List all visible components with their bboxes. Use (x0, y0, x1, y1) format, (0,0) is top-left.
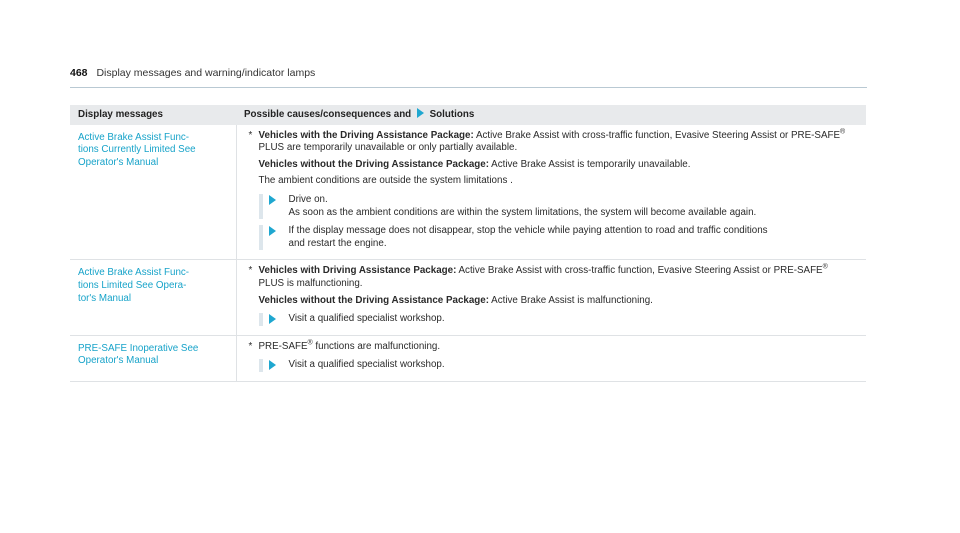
column-header-causes: Possible causes/consequences and (244, 109, 412, 120)
cause-ambient: The ambient conditions are outside the system limitations . (258, 175, 513, 187)
cause-pre-safe (249, 341, 857, 354)
solution-step (259, 359, 857, 372)
causes-solutions-cell (236, 125, 866, 260)
solution-text: Visit a qualified specialist workshop. (288, 359, 445, 371)
solution-step (259, 225, 857, 250)
table-header-row (70, 105, 866, 125)
solution-text: and restart the engine. (288, 237, 387, 249)
solution-text: As soon as the ambient conditions are within the system limitations, the system will become available again. (288, 206, 757, 218)
cause-text: Active Brake Assist is temporarily unavailable. (489, 158, 691, 170)
column-header-causes-solutions (236, 105, 866, 125)
cause-with-package (249, 265, 857, 290)
optional-equipment-star: * (248, 340, 253, 352)
registered-mark: ® (822, 264, 828, 272)
cause-label: Vehicles without the Driving Assistance Package: (258, 158, 489, 170)
cause-text: PLUS is malfunctioning. (258, 277, 363, 289)
solution-text: Visit a qualified specialist workshop. (288, 313, 445, 325)
cause-label: Vehicles with the Driving Assistance Package: (258, 129, 474, 141)
solution-text: If the display message does not disappear, stop the vehicle while paying attention to road and traffic conditions (288, 225, 768, 237)
page-number: 468 (70, 67, 88, 79)
solution-text: Drive on. (288, 193, 328, 205)
display-message-line: Operator's Manual (78, 156, 159, 168)
causes-solutions-cell (236, 260, 866, 335)
cause-text: PLUS are temporarily unavailable or only partially available. (258, 142, 518, 154)
cause-without-package (249, 295, 857, 308)
optional-equipment-star: * (248, 265, 253, 277)
display-message-cell (70, 260, 236, 335)
registered-mark: ® (307, 339, 313, 347)
table-row (70, 125, 866, 260)
cause-label: Vehicles without the Driving Assistance Package: (258, 294, 489, 306)
cause-without-package (249, 159, 857, 172)
arrow-right-icon (269, 195, 276, 205)
display-message-line: tions Limited See Opera- (78, 279, 187, 291)
cause-text: Active Brake Assist is malfunctioning. (489, 294, 653, 306)
arrow-right-icon (269, 226, 276, 236)
display-message-line: Operator's Manual (78, 355, 159, 367)
cause-with-package (249, 130, 857, 155)
cause-text: PRE-SAFE (258, 340, 308, 352)
column-header-solutions: Solutions (429, 109, 475, 120)
display-message-line: PRE-SAFE Inoperative See (78, 342, 199, 354)
cause-label: Vehicles with Driving Assistance Package: (258, 265, 457, 277)
page-header-title: Display messages and warning/indicator lamps (96, 67, 316, 79)
arrow-right-icon (269, 314, 276, 324)
table-row (70, 335, 866, 381)
cause-text: functions are malfunctioning. (312, 340, 441, 352)
table-row (70, 260, 866, 335)
display-messages-table (70, 105, 866, 382)
cause-text: Active Brake Assist with cross-traffic function, Evasive Steering Assist or PRE-SAFE (473, 129, 841, 141)
cause-text: Active Brake Assist with cross-traffic function, Evasive Steering Assist or PRE-SAFE (456, 265, 823, 277)
page-header (70, 67, 867, 88)
arrow-right-icon (269, 360, 276, 370)
registered-mark: ® (840, 128, 846, 136)
display-message-cell (70, 335, 236, 381)
solution-step (259, 194, 857, 219)
optional-equipment-star: * (248, 129, 253, 141)
arrow-right-icon (417, 108, 424, 118)
display-message-line: tor's Manual (78, 292, 132, 304)
display-message-line: tions Currently Limited See (78, 144, 196, 156)
solution-step (259, 313, 857, 326)
causes-solutions-cell (236, 335, 866, 381)
column-header-display-messages: Display messages (70, 105, 236, 125)
display-message-line: Active Brake Assist Func- (78, 267, 190, 279)
display-message-line: Active Brake Assist Func- (78, 131, 190, 143)
display-message-cell (70, 125, 236, 260)
